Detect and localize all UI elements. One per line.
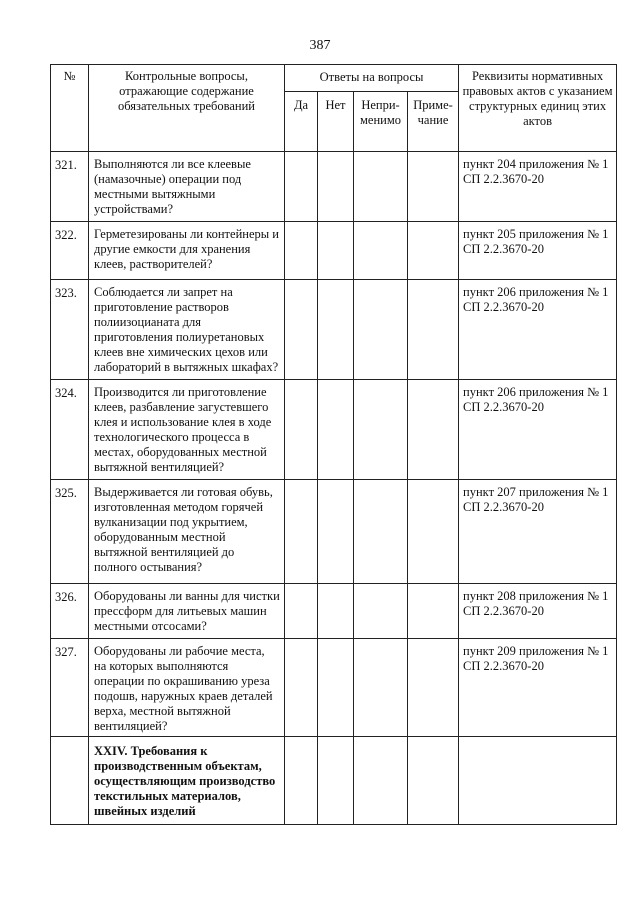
answer-not-applicable-cell[interactable] — [354, 222, 408, 280]
answer-yes-cell[interactable] — [285, 639, 318, 737]
answer-note-cell[interactable] — [408, 639, 459, 737]
header-yes: Да — [285, 92, 318, 152]
answer-note-cell[interactable] — [408, 584, 459, 639]
header-answers: Ответы на вопросы — [285, 65, 459, 92]
row-question-cell: Производится ли приготовление клеев, разбавление загустевшего клея и использование клея в ходе технологического процесса в местах, оборудованных местной вытяжной вентиляцией? — [89, 380, 285, 480]
answer-no-cell[interactable] — [318, 222, 354, 280]
answer-not-applicable-cell[interactable] — [354, 380, 408, 480]
answer-note-cell[interactable] — [408, 480, 459, 584]
row-requisite-cell: пункт 208 приложения № 1 СП 2.2.3670-20 — [459, 584, 617, 639]
row-question-cell: Герметезированы ли контейнеры и другие емкости для хранения клеев, растворителей? — [89, 222, 285, 280]
answer-not-applicable-cell[interactable] — [354, 639, 408, 737]
section-empty-cell — [354, 737, 408, 825]
row-number-cell: 322. — [51, 222, 89, 280]
row-number-cell: 321. — [51, 152, 89, 222]
answer-not-applicable-cell[interactable] — [354, 584, 408, 639]
answer-no-cell[interactable] — [318, 480, 354, 584]
answer-yes-cell[interactable] — [285, 222, 318, 280]
table-row — [51, 380, 617, 480]
answer-no-cell[interactable] — [318, 280, 354, 380]
row-requisite-cell: пункт 207 приложения № 1 СП 2.2.3670-20 — [459, 480, 617, 584]
section-empty-cell — [318, 737, 354, 825]
row-number-cell: 326. — [51, 584, 89, 639]
table-row — [51, 480, 617, 584]
section-title-cell — [89, 737, 285, 825]
section-empty-cell — [285, 737, 318, 825]
checklist-table — [50, 64, 617, 825]
header-requisites: Реквизиты нормативных правовых актов с указанием структурных единиц этих актов — [459, 65, 617, 152]
header-not-applicable: Непри-менимо — [354, 92, 408, 152]
header-no: Нет — [318, 92, 354, 152]
table-row — [51, 584, 617, 639]
row-requisite-cell: пункт 205 приложения № 1 СП 2.2.3670-20 — [459, 222, 617, 280]
answer-yes-cell[interactable] — [285, 380, 318, 480]
section-empty-cell — [459, 737, 617, 825]
row-requisite-cell: пункт 209 приложения № 1 СП 2.2.3670-20 — [459, 639, 617, 737]
answer-no-cell[interactable] — [318, 380, 354, 480]
answer-not-applicable-cell[interactable] — [354, 280, 408, 380]
section-title: XXIV. Требования к производственным объектам, осуществляющим производство текстильных материалов, швейных изделий — [94, 744, 276, 818]
row-question-cell: Выдерживается ли готовая обувь, изготовленная методом горячей вулканизации под укрытием, оборудованным местной вытяжной вентиляцией до полного остывания? — [89, 480, 285, 584]
table-row — [51, 280, 617, 380]
header-question: Контрольные вопросы, отражающие содержание обязательных требований — [89, 65, 285, 152]
answer-yes-cell[interactable] — [285, 480, 318, 584]
row-question-cell: Соблюдается ли запрет на приготовление растворов полиизоцианата для приготовления полиуретановых клеев вне химических цехов или лабораторий в вытяжных шкафах? — [89, 280, 285, 380]
answer-yes-cell[interactable] — [285, 280, 318, 380]
answer-note-cell[interactable] — [408, 152, 459, 222]
row-requisite-cell: пункт 204 приложения № 1 СП 2.2.3670-20 — [459, 152, 617, 222]
table-row — [51, 152, 617, 222]
row-number-cell: 325. — [51, 480, 89, 584]
answer-note-cell[interactable] — [408, 222, 459, 280]
answer-no-cell[interactable] — [318, 584, 354, 639]
page-number: 387 — [309, 38, 331, 53]
section-number-cell — [51, 737, 89, 825]
section-row — [51, 737, 617, 825]
answer-yes-cell[interactable] — [285, 584, 318, 639]
row-number-cell: 323. — [51, 280, 89, 380]
row-question-cell: Выполняются ли все клеевые (намазочные) операции под местными вытяжными устройствами? — [89, 152, 285, 222]
table-row — [51, 222, 617, 280]
answer-note-cell[interactable] — [408, 280, 459, 380]
row-requisite-cell: пункт 206 приложения № 1 СП 2.2.3670-20 — [459, 280, 617, 380]
table-row — [51, 639, 617, 737]
header-note: Приме-чание — [408, 92, 459, 152]
answer-no-cell[interactable] — [318, 639, 354, 737]
answer-yes-cell[interactable] — [285, 152, 318, 222]
row-requisite-cell: пункт 206 приложения № 1 СП 2.2.3670-20 — [459, 380, 617, 480]
row-number-cell: 324. — [51, 380, 89, 480]
section-empty-cell — [408, 737, 459, 825]
row-question-cell: Оборудованы ли ванны для чистки прессформ для литьевых машин местными отсосами? — [89, 584, 285, 639]
row-question-cell: Оборудованы ли рабочие места, на которых выполняются операции по окрашиванию уреза подошв, наружных краев деталей верха, местной вытяжной вентиляцией? — [89, 639, 285, 737]
header-number: № — [51, 65, 89, 152]
answer-not-applicable-cell[interactable] — [354, 480, 408, 584]
answer-no-cell[interactable] — [318, 152, 354, 222]
row-number-cell: 327. — [51, 639, 89, 737]
answer-not-applicable-cell[interactable] — [354, 152, 408, 222]
answer-note-cell[interactable] — [408, 380, 459, 480]
